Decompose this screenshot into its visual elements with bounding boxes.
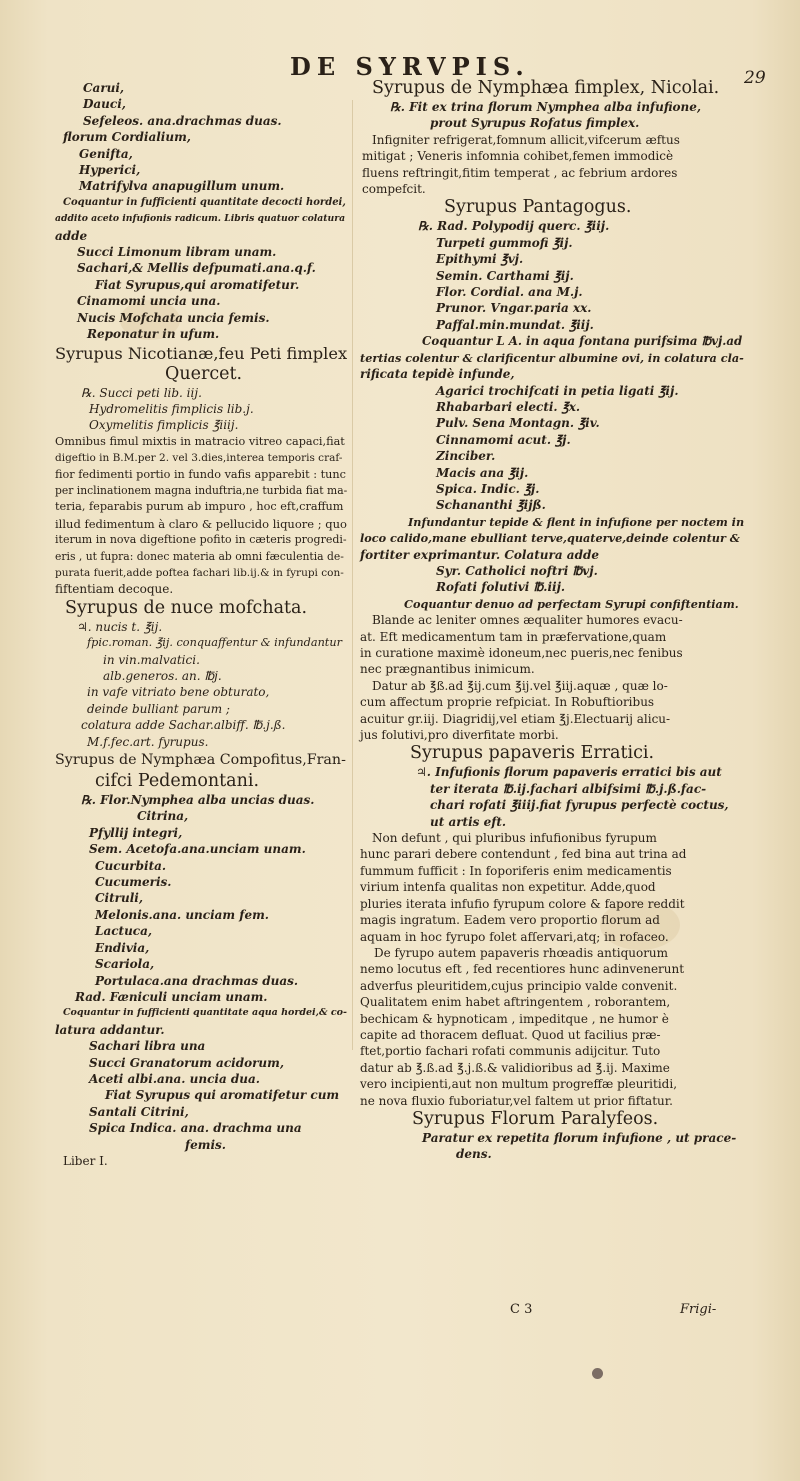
- section-heading: Syrupus papaveris Erratici.: [410, 743, 655, 764]
- text-line: Datur ab ℥ß.ad ℥ij.cum ℥ij.vel ℥iij.aquæ , quæ lo-: [372, 678, 668, 693]
- text-line: Sem. Acetofa.ana.unciam unam.: [89, 842, 306, 857]
- text-line: femis.: [185, 1137, 226, 1152]
- page-number: 29: [744, 68, 766, 88]
- text-line: ut artis eft.: [430, 814, 507, 829]
- text-line: alb.generos. an. ℔j.: [103, 669, 222, 683]
- text-line: dens.: [456, 1147, 492, 1162]
- text-line: Rad. Fæniculi unciam unam.: [75, 989, 268, 1004]
- text-line: fpic.roman. ℥ij. conquaffentur & infundantur: [87, 636, 342, 650]
- text-line: Genifta,: [79, 146, 133, 161]
- text-line: ℞. Rad. Polypodij querc. ℥iij.: [418, 219, 610, 234]
- text-line: Nucis Mofchata uncia femis.: [77, 310, 270, 325]
- text-line: Non defunt , qui pluribus infufionibus fyrupum: [372, 831, 657, 846]
- text-line: Coquantur in fufficienti quantitate decocti hordei,: [63, 196, 346, 208]
- text-line: in vin.malvatici.: [103, 652, 200, 667]
- text-line: Blande ac leniter omnes æqualiter humores evacu-: [372, 613, 683, 628]
- section-heading: Syrupus de Nymphæa Compofitus,Fran-: [55, 752, 346, 769]
- text-line: loco calido,mane ebulliant terve,quaterve,deinde colentur &: [360, 531, 740, 546]
- text-line: latura addantur.: [55, 1022, 165, 1037]
- text-line: M.f.fec.art. fyrupus.: [87, 734, 209, 749]
- catchword: Frigi-: [680, 1302, 717, 1317]
- section-heading: Syrupus Pantagogus.: [444, 197, 632, 218]
- text-line: Spica Indica. ana. drachma una: [89, 1121, 302, 1136]
- text-line: florum Cordialium,: [63, 130, 191, 145]
- text-line: chari rofati ℥iiij.fiat fyrupus perfectè coctus,: [430, 798, 729, 813]
- text-line: ne nova fluxio fuboriatur,vel faltem ut prior fiftatur.: [360, 1093, 673, 1108]
- text-line: Aceti albi.ana. uncia dua.: [89, 1071, 260, 1086]
- text-line: Cinamomi uncia una.: [77, 294, 221, 309]
- text-line: Cucurbita.: [95, 858, 167, 873]
- text-line: rificata tepidè infunde,: [360, 367, 515, 382]
- text-line: deinde bulliant parum ;: [87, 701, 230, 716]
- text-line: Rhabarbari electi. ℥x.: [436, 399, 581, 414]
- text-line: ℞. Flor.Nymphea alba uncias duas.: [81, 793, 315, 808]
- text-line: Pfyllij integri,: [89, 825, 183, 840]
- section-heading: cifci Pedemontani.: [95, 771, 260, 792]
- text-line: Melonis.ana. unciam fem.: [95, 907, 269, 922]
- text-line: per inclinationem magna induftria,ne turbida fiat ma-: [55, 483, 348, 497]
- signature-mark: C 3: [510, 1302, 533, 1317]
- text-line: iterum in nova digeftione pofito in cæteris progredi-: [55, 533, 347, 547]
- text-line: Flor. Cordial. ana M.j.: [436, 285, 583, 300]
- text-line: Cucumeris.: [95, 875, 172, 890]
- text-line: teria, feparabis purum ab impuro , hoc eft,craffum: [55, 500, 344, 514]
- text-line: ftet,portio fachari rofati communis adijcitur. Tuto: [360, 1044, 661, 1059]
- text-line: fiftentiam decoque.: [55, 582, 174, 597]
- text-line: Liber I.: [63, 1153, 108, 1168]
- text-line: eris , ut fupra: donec materia ab omni fæculentia de-: [55, 549, 344, 563]
- left-column: [55, 80, 347, 1169]
- text-line: Agarici trochifcati in petia ligati ℥ij.: [436, 383, 679, 398]
- text-line: Rofati folutivi ℔.iij.: [436, 580, 566, 595]
- section-heading: Syrupus de nuce mofchata.: [65, 597, 308, 618]
- text-line: Qualitatem enim habet aftringentem , roborantem,: [360, 995, 671, 1010]
- text-line: Infigniter refrigerat,fomnum allicit,vifcerum æftus: [372, 132, 680, 147]
- text-line: Hydromelitis fimplicis lib.j.: [89, 401, 254, 416]
- text-line: Macis ana ℥ij.: [436, 465, 529, 480]
- text-line: mitigat ; Veneris infomnia cohibet,femen immodicè: [362, 149, 674, 164]
- text-line: Lactuca,: [95, 924, 153, 939]
- text-line: purata fuerit,adde poftea fachari lib.ij.& in fyrupi con-: [55, 566, 344, 579]
- text-line: ♃. nucis t. ℥ij.: [77, 619, 163, 634]
- text-line: capite ad thoracem defluat. Quod ut facilius præ-: [360, 1027, 661, 1042]
- text-line: adde: [55, 228, 88, 243]
- library-stamp-icon: [592, 1368, 603, 1379]
- text-line: Prunor. Vngar.paria xx.: [436, 301, 592, 316]
- text-line: datur ab ℥.ß.ad ℥.j.ß.& validioribus ad ℥.ij. Maxime: [360, 1060, 670, 1075]
- text-line: at. Eft medicamentum tam in præfervatione,quam: [360, 629, 667, 644]
- text-line: Oxymelitis fimplicis ℥iiij.: [89, 418, 239, 433]
- text-line: bechicam & hypnoticam , impeditque , ne humor è: [360, 1011, 669, 1026]
- text-line: Sachari libra una: [89, 1039, 206, 1054]
- text-line: Endivia,: [95, 940, 150, 955]
- running-title: DE SYRVPIS.: [290, 52, 530, 81]
- text-line: Succi Limonum libram unam.: [77, 245, 277, 260]
- text-line: Infundantur tepide & flent in infufione per noctem in: [408, 514, 745, 529]
- text-line: acuitur gr.iij. Diagridij,vel etiam ℥j.Electuarij alicu-: [360, 711, 671, 726]
- text-line: compefcit.: [362, 182, 426, 197]
- text-line: Succi Granatorum acidorum,: [89, 1055, 285, 1070]
- text-line: illud fedimentum à claro & pellucido liquore ; quo: [55, 516, 347, 531]
- text-line: Sefeleos. ana.drachmas duas.: [83, 113, 282, 128]
- text-line: Sachari,& Mellis defpumati.ana.q.f.: [77, 261, 316, 276]
- text-line: pluries iterata infufio fyrupum colore & fapore reddit: [360, 896, 685, 911]
- text-line: Portulaca.ana drachmas duas.: [95, 973, 299, 988]
- text-line: colatura adde Sachar.albiff. ℔.j.ß.: [81, 718, 286, 733]
- text-line: Schananthi ℥ijß.: [436, 498, 546, 513]
- text-line: nemo locutus eft , fed recentiores hunc adinvenerunt: [360, 962, 685, 977]
- section-heading: Quercet.: [165, 363, 243, 384]
- text-line: fortiter exprimantur. Colatura adde: [360, 547, 599, 562]
- text-line: adverfus pleuritidem,cujus principio valde convenit.: [360, 978, 678, 993]
- text-line: Citrina,: [137, 809, 189, 824]
- section-heading: Syrupus de Nymphæa fimplex, Nicolai.: [372, 78, 720, 98]
- text-line: Santali Citrini,: [89, 1104, 189, 1119]
- right-column: [360, 78, 745, 1163]
- text-line: Zinciber.: [436, 449, 496, 464]
- text-line: virium intenfa qualitas non expetitur. Adde,quod: [360, 880, 656, 895]
- text-line: Omnibus fimul mixtis in matracio vitreo capaci,fiat: [55, 434, 345, 448]
- text-line: Coquantur L A. in aqua fontana purifsima ℔vj.ad: [422, 334, 743, 349]
- column-divider: [352, 100, 353, 1050]
- text-line: De fyrupo autem papaveris rhœadis antiquorum: [374, 945, 669, 960]
- text-line: vero incipienti,aut non multum progreffæ pleuritidi,: [360, 1077, 678, 1092]
- text-line: Citruli,: [95, 891, 143, 906]
- text-line: Fiat Syrupus,qui aromatifetur.: [95, 277, 300, 292]
- text-line: Pulv. Sena Montagn. ℥iv.: [436, 416, 600, 431]
- text-line: ♃. Infufionis florum papaveris erratici bis aut: [416, 765, 722, 780]
- text-line: Coquantur denuo ad perfectam Syrupi confiftentiam.: [404, 596, 739, 611]
- text-line: Spica. Indic. ℥j.: [436, 481, 540, 496]
- section-heading: Syrupus Florum Paralyfeos.: [412, 1108, 659, 1129]
- text-line: magis ingratum. Eadem vero proportio florum ad: [360, 913, 660, 928]
- text-line: Dauci,: [83, 97, 126, 112]
- text-line: fummum fufficit : In foporiferis enim medicamentis: [360, 863, 672, 878]
- text-line: Epithymi ℥vj.: [436, 252, 524, 267]
- text-line: Semin. Carthami ℥ij.: [436, 268, 574, 283]
- text-line: Matrifylva anapugillum unum.: [79, 179, 285, 194]
- text-line: ter iterata ℔.ij.fachari albifsimi ℔.j.ß.fac-: [430, 781, 707, 796]
- section-heading: Syrupus Nicotianæ,feu Peti fimplex: [55, 343, 348, 363]
- text-line: ℞. Fit ex trina florum Nymphea alba infufione,: [390, 100, 702, 114]
- text-line: tertias colentur & clarificentur albumine ovi, in colatura cla-: [360, 350, 744, 365]
- text-line: Scariola,: [95, 957, 155, 972]
- text-line: hunc parari debere contendunt , fed bina aut trina ad: [360, 847, 687, 862]
- text-line: Paratur ex repetita florum infufione , ut prace-: [422, 1130, 737, 1145]
- text-line: Syr. Catholici noftri ℔vj.: [436, 563, 598, 578]
- text-line: Fiat Syrupus qui aromatifetur cum: [105, 1088, 340, 1103]
- text-line: in curatione maximè idoneum,nec pueris,nec fenibus: [360, 646, 683, 660]
- text-line: nec prægnantibus inimicum.: [360, 662, 535, 677]
- text-line: digeftio in B.M.per 2. vel 3.dies,interea temporis craf-: [55, 452, 343, 465]
- text-line: cum affectum proprie refpiciat. In Robuftioribus: [360, 695, 655, 710]
- text-line: prout Syrupus Rofatus fimplex.: [430, 116, 640, 131]
- text-line: ℞. Succi peti lib. iij.: [81, 385, 202, 400]
- text-line: aquam in hoc fyrupo folet afſervari,atq; in rofaceo.: [360, 929, 669, 944]
- text-line: Reponatur in ufum.: [87, 327, 220, 342]
- text-line: addito aceto infufionis radicum. Libris quatuor colatura: [55, 213, 346, 225]
- text-line: Carui,: [83, 81, 125, 95]
- text-line: fior fedimenti portio in fundo vafis apparebit : tunc: [55, 467, 346, 481]
- text-line: fluens reftringit,fitim temperat , ac febrium ardores: [362, 165, 678, 180]
- text-line: in vafe vitriato bene obturato,: [87, 685, 270, 700]
- text-line: Paffal.min.mundat. ℥iij.: [436, 317, 594, 332]
- text-line: Turpeti gummofi ℥ij.: [436, 235, 573, 250]
- text-line: Cinnamomi acut. ℥j.: [436, 432, 571, 447]
- text-line: Hyperici,: [79, 163, 141, 178]
- text-line: jus folutivi,pro diverfitate morbi.: [360, 728, 559, 743]
- text-line: Coquantur in fufficienti quantitate aqua hordei,& co-: [63, 1007, 347, 1019]
